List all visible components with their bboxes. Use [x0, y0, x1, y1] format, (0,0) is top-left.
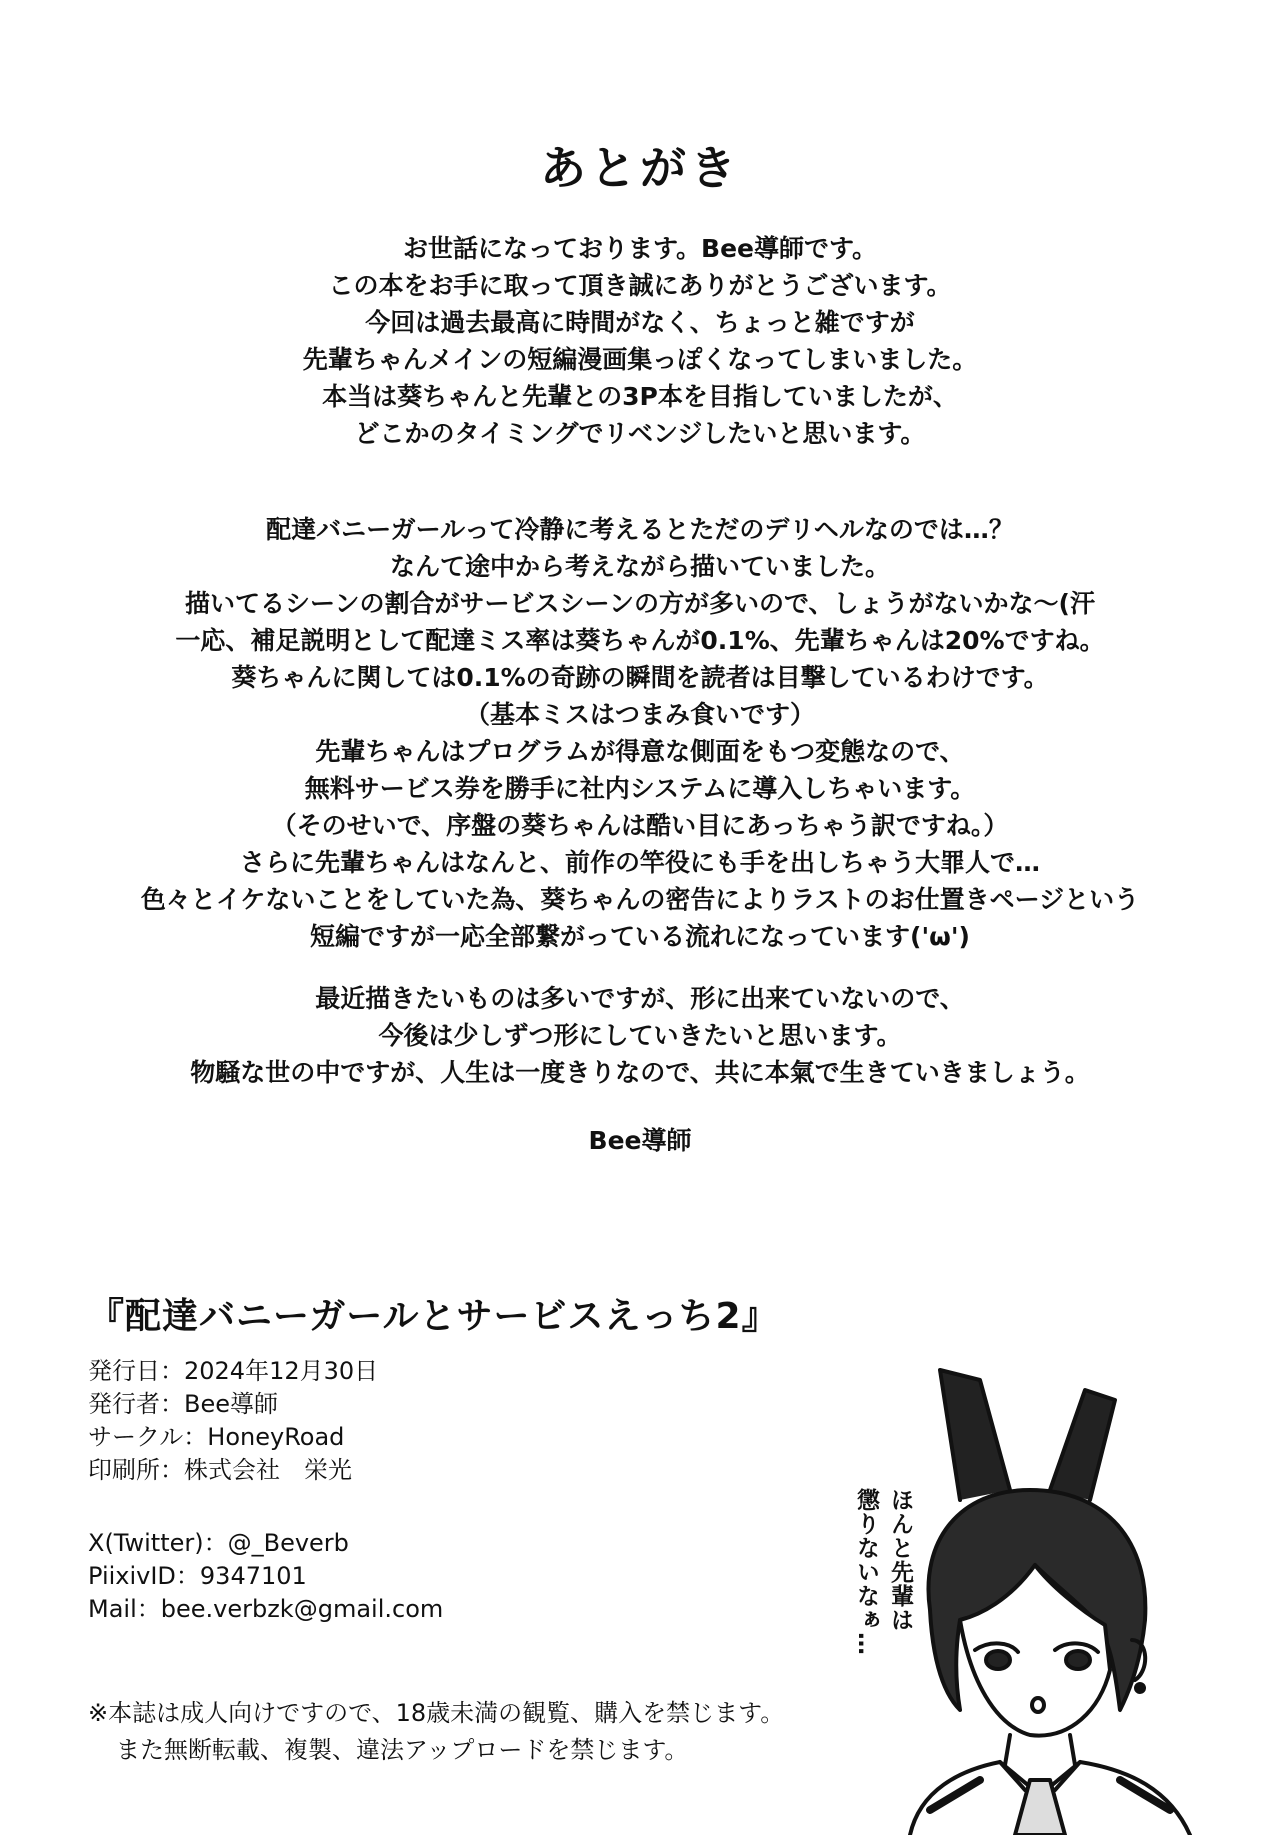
text-line: 無料サービス券を勝手に社内システムに導入しちゃいます。	[304, 774, 976, 803]
character-illustration	[900, 1350, 1200, 1835]
book-title: 『配達バニーガールとサービスえっち2』	[88, 1296, 779, 1337]
legal-notice	[88, 1695, 784, 1769]
afterword-title: あとがき	[540, 141, 740, 195]
copy-notice: また無断転載、複製、違法アップロードを禁じます。	[116, 1736, 689, 1764]
text-line: この本をお手に取って頂き誠にありがとうございます。	[328, 271, 952, 300]
circle-name: サークル：HoneyRoad	[88, 1423, 345, 1451]
publisher: 発行者：Bee導師	[88, 1390, 278, 1418]
text-line: 本当は葵ちゃんと先輩との3P本を目指していましたが、	[322, 382, 958, 411]
text-line: 葵ちゃんに関しては0.1%の奇跡の瞬間を読者は目撃しているわけです。	[231, 663, 1049, 692]
text-line: なんて途中から考えながら描いていました。	[389, 552, 890, 581]
text-line: （そのせいで、序盤の葵ちゃんは酷い目にあっちゃう訳ですね。）	[271, 811, 1009, 840]
afterword-paragraph-1	[70, 230, 1210, 452]
colophon-info	[88, 1355, 378, 1487]
text-line: 描いてるシーンの割合がサービスシーンの方が多いので、しょうがないかな～(汗	[185, 589, 1095, 618]
twitter-handle: X(Twitter)：@_Beverb	[88, 1529, 349, 1557]
text-line: 先輩ちゃんメインの短編漫画集っぽくなってしまいました。	[302, 345, 978, 374]
text-line: （基本ミスはつまみ食いです）	[464, 700, 815, 729]
text-line: 配達バニーガールって冷静に考えるとただのデリヘルなのでは…？	[266, 515, 1014, 544]
printer: 印刷所：株式会社 栄光	[88, 1456, 352, 1484]
text-line: 色々とイケないことをしていた為、葵ちゃんの密告によりラストのお仕置きページという	[140, 885, 1140, 914]
pixiv-id: PiixivID：9347101	[88, 1562, 307, 1590]
afterword-signature	[70, 1122, 1210, 1159]
speech-line: 懲りないなぁ…	[853, 1488, 879, 1656]
speech-line: ほんと先輩は	[887, 1488, 913, 1632]
afterword-paragraph-2	[70, 511, 1210, 955]
text-line: 今後は少しずつ形にしていきたいと思います。	[378, 1021, 902, 1050]
signature-text: Bee導師	[588, 1126, 692, 1155]
publish-date: 発行日：2024年12月30日	[88, 1357, 379, 1385]
mail-address: Mail：bee.verbzk@gmail.com	[88, 1595, 444, 1623]
text-line: 一応、補足説明として配達ミス率は葵ちゃんが0.1%、先輩ちゃんは20%ですね。	[175, 626, 1105, 655]
text-line: 先輩ちゃんはプログラムが得意な側面をもつ変態なので、	[315, 737, 965, 766]
text-line: 短編ですが一応全部繋がっている流れになっています('ω')	[310, 922, 970, 951]
text-line: 物騒な世の中ですが、人生は一度きりなので、共に本氣で生きていきましょう。	[190, 1058, 1090, 1087]
text-line: 最近描きたいものは多いですが、形に出来ていないので、	[315, 984, 965, 1013]
text-line: どこかのタイミングでリベンジしたいと思います。	[354, 419, 926, 448]
afterword-paragraph-3	[70, 980, 1210, 1091]
text-line: お世話になっております。Bee導師です。	[403, 234, 877, 263]
contact-info	[88, 1527, 443, 1626]
text-line: 今回は過去最高に時間がなく、ちょっと雑ですが	[365, 308, 915, 337]
age-notice: ※本誌は成人向けですので、18歳未満の観覧、購入を禁じます。	[88, 1699, 785, 1727]
text-line: さらに先輩ちゃんはなんと、前作の竿役にも手を出しちゃう大罪人で…	[239, 848, 1040, 877]
